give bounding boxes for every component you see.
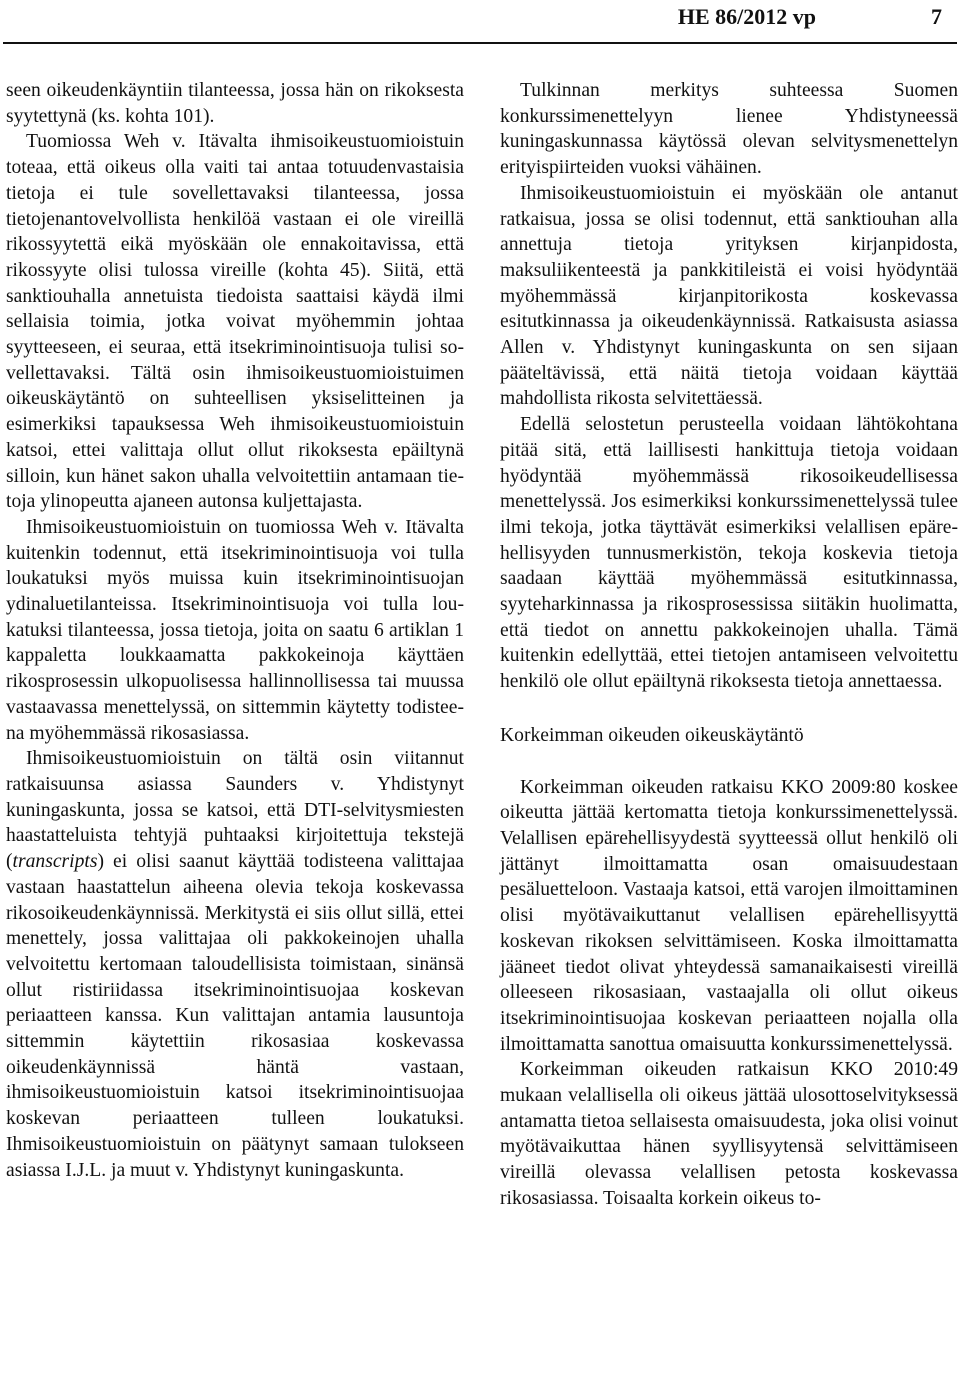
page-number: 7 [931, 4, 942, 29]
spacer [500, 695, 958, 723]
italic-term: transcripts [12, 851, 98, 873]
paragraph: Ihmisoikeustuomioistuin on tuomiossa Weh v. Itävalta kuitenkin todennut, että itsekriminointisuoja voi tulla loukatuksi myös muissa kuin itsekriminointisuojan ydinaluetilanteissa. Itsekriminointisuoja voi tulla loukatuksi tilanteessa, jossa tietoja, joita on saatu 6 artiklan 1 kappaletta loukkaamatta pakkokeinoja käyttäen rikosprosessin ulkopuolisessa hallinnollisessa tai muussa vastaavassa menettelyssä, on sittemmin käytetty todisteena myöhemmässä rikosasiassa. [6, 516, 464, 744]
section-heading: Korkeimman oikeuden oikeuskäytäntö [500, 724, 804, 746]
paragraph: Edellä selostetun perusteella voidaan lähtökohtana pitää sitä, että laillisesti hankittuja tietoja voidaan hyödyntää myöhemmässä rikosoikeudellisessa menettelyssä. Jos esimerkiksi konkurssimenettelyssä tulee ilmi tekoja, jotka täyttävät esimerkiksi velallisen epärehellisyyden tunnusmerkistön, tekoja koskevia tietoja saadaan käyttää myöhemmässä esitutkinnassa, syyteharkinnassa ja rikosprosessissa siitäkin huolimatta, että tiedot on annettu pakkokeinojen uhalla. Tämä kuitenkin edellyttää, ettei tietojen antamiseen velvoitettu henkilö ole ollut epäiltynä rikoksesta tietoja annettaessa. [500, 414, 958, 693]
text-run: Ihmisoikeustuomioistuin on tältä osin viitannut ratkaisuunsa asiassa Saunders v. Yhdistynyt kuningaskunta, jossa se katsoi, että DTI-selvitysmiesten haastatteluista tehtyjä puhtaaksi kirjoitettuja tekstejä ( [6, 748, 464, 873]
spacer [500, 749, 958, 775]
right-column [500, 78, 958, 1212]
text-run: ) ei olisi saanut käyttää todisteena valittajaa vastaan haastattelun aiheena olevia tekoja koskevassa rikosoikeudenkäynnissä. Merkitystä ei siis ollut sillä, ettei menettely, jossa valittajaa oli pakkokeinojen uhalla velvoitettu kertomaan taloudellisista toimistaan, sinänsä ollut ristiriidassa itsekriminointisuojaa koskevan periaatteen kanssa. Kun valittajan antamia lausuntoja sittemmin käytettiin rikosasiaa koskevassa oikeudenkäynnissä häntä vastaan, ihmisoikeustuomioistuin katsoi itsekriminointisuojaa koskevan periaatteen tulleen loukatuksi. Ihmisoikeustuomioistuin on päätynyt samaan tulokseen asiassa I.J.L. ja muut v. Yhdistynyt kuningaskunta. [6, 851, 464, 1181]
document-id: HE 86/2012 vp [677, 4, 816, 29]
paragraph: Tuomiossa Weh v. Itävalta ihmisoikeustuomioistuin toteaa, että oikeus olla vaiti tai antaa totuudenvastaisia tietoja ei tule sovellettavaksi tilanteessa, jossa tietojenantovelvollista henkilöä vastaan ei ole vireillä rikossyytettä eikä myöskään ole ennakoitavissa, että rikossyyte olisi tulossa vireille (kohta 45). Siitä, että sanktiouhalla annetuista tiedoista saattaisi käydä ilmi sellaisia toimia, jotka voivat myöhemmin johtaa syytteeseen, ei seuraa, että itsekriminointisuoja tulisi sovellettavaksi. Tältä osin ihmisoikeustuomioistuimen oikeuskäytäntö on suhteellisen yksiselitteinen ja esimerkiksi tapauksessa Weh ihmisoikeustuomioistuin katsoi, ettei valittaja ollut ollut rikoksesta epäiltynä silloin, kun hänet sakon uhalla velvoitettiin antamaan tietoja ylinopeutta ajaneen autonsa kuljettajasta. [6, 131, 464, 513]
page-header [0, 4, 960, 34]
paragraph: Tulkinnan merkitys suhteessa Suomen konkurssimenettelyyn lienee Yhdistyneessä kuningaskunnassa käytössä olevan selvitysmenettelyn erityispiirteiden vuoksi vähäinen. [500, 80, 958, 179]
paragraph [6, 746, 464, 1183]
paragraph: seen oikeudenkäyntiin tilanteessa, jossa hän on rikoksesta syytettynä (ks. kohta 101). [6, 80, 464, 127]
paragraph: Korkeimman oikeuden ratkaisu KKO 2009:80 koskee oikeutta jättää kertomatta tietoja konkurssimenettelyssä. Velallisen epärehellisyydestä syytteessä ollut henkilö oli jättänyt ilmoittamatta osan omaisuudestaan pesäluetteloon. Vastaaja katsoi, että varojen ilmoittaminen olisi myötävaikuttanut velallisen epärehellisyyttä koskevan rikoksen selvittämiseen. Koska ilmoittamatta jääneet tiedot olivat yhteydessä samanaikaisesti vireillä olleeseen rikosasiaan, vastaajalla oli ollut oikeus itsekriminointisuojaa koskevan periaatteen nojalla olla ilmoittamatta sanottua omaisuutta konkurssimenettelyssä. [500, 776, 958, 1055]
left-column [6, 78, 464, 1183]
paragraph: Ihmisoikeustuomioistuin ei myöskään ole antanut ratkaisua, jossa se olisi todennut, että sanktiouhan alla annettuja tietoja yrityksen kirjanpidosta, maksuliikenteestä ja pankkitileistä ei voisi hyödyntää myöhemmässä kirjanpitorikosta koskevassa esitutkinnassa ja oikeudenkäynnissä. Ratkaisusta asiassa Allen v. Yhdistynyt kuningaskunta on sen sijaan pääteltävissä, että näitä tietoja voidaan käyttää mahdollista rikosta selvitettäessä. [500, 182, 958, 410]
header-rule [3, 42, 957, 44]
paragraph: Korkeimman oikeuden ratkaisun KKO 2010:49 mukaan velallisella oli oikeus jättää ulosottoselvityksessä antamatta tietoa sellaisesta omaisuudesta, joka olisi voinut myötävaikuttaa hänen syyllisyytensä selvittämiseen vireillä olevassa velallisen petosta koskevassa rikosasiassa. Toisaalta korkein oikeus to- [500, 1059, 958, 1209]
